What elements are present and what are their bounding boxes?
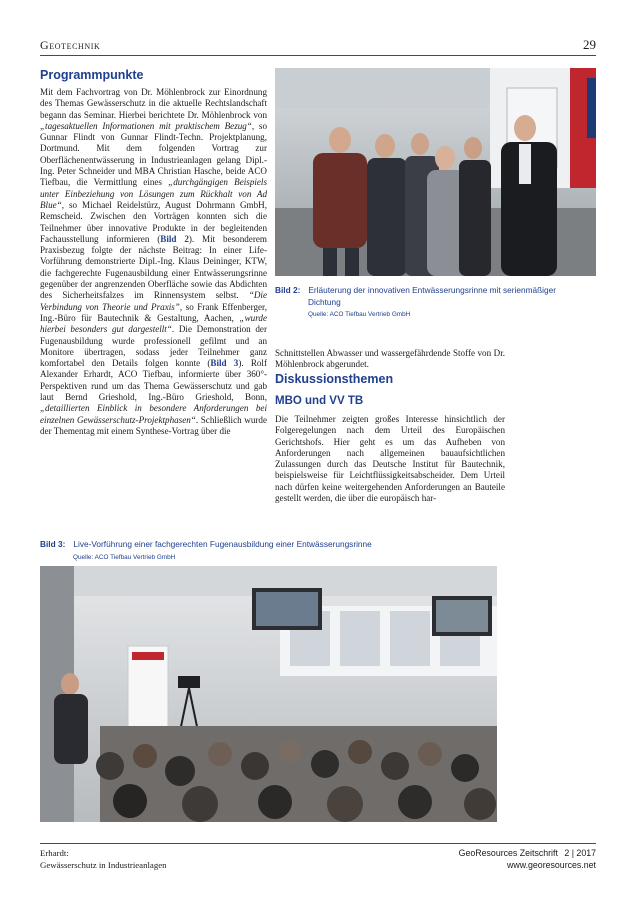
heading-diskussionsthemen-text: Diskussionsthemen: [275, 372, 394, 386]
footer-journal-row: [459, 848, 596, 860]
footer-website[interactable]: www.georesources.net: [507, 859, 596, 870]
figure-3-photo: [40, 566, 497, 822]
figure-2-caption-line2-row: [275, 296, 596, 308]
figure-2-source-row: [275, 307, 596, 320]
figure-2-caption-line2: Dichtung: [308, 296, 341, 307]
seminar-room-illustration: [40, 566, 497, 822]
continuation-paragraph: Schnittstellen Abwasser und wassergefährdende Stoffe von Dr. Möhlenbrock abgerundet.: [275, 348, 505, 370]
section-name: Geotechnik: [40, 38, 101, 52]
heading-programmpunkte: [40, 68, 144, 82]
figure-2-source: Quelle: ACO Tiefbau Vertrieb GmbH: [308, 311, 411, 318]
figure-3-caption-line: Live-Vorführung einer fachgerechten Fugenausbildung einer Entwässerungsrinne: [73, 539, 372, 549]
heading-text: Programmpunkte: [40, 68, 144, 82]
figure-2-caption: [275, 284, 596, 320]
right-column-body: [275, 414, 505, 504]
figure-2-label: Bild 2:: [275, 285, 301, 295]
figure-2-photo: [275, 68, 596, 276]
footer-rule: [40, 843, 596, 844]
footer-author: Erhardt:: [40, 848, 69, 858]
figure-2-caption-text: [275, 284, 596, 296]
footer-issue: 2 | 2017: [564, 848, 596, 858]
figure-3-source-row: [40, 550, 596, 563]
header-rule: [40, 55, 596, 56]
figure-3-label: Bild 3:: [40, 539, 66, 549]
right-column-continuation: [275, 348, 505, 371]
page-number: 29: [583, 37, 596, 52]
exhibition-scene-illustration: [275, 68, 596, 276]
footer-left: [40, 848, 167, 871]
left-column-body: [40, 87, 267, 437]
footer-journal: GeoResources Zeitschrift: [458, 848, 558, 858]
left-column-paragraph: Mit dem Fachvortrag von Dr. Möhlenbrock zur Einordnung des Themas Gewässerschutz in die aktuelle Rechtslandschaft begann das Seminar. Hierbei berichtete Dr. Möhlenbrock von „tagesaktuellen Informationen mit praktischem Bezug“, so Gunnar Flindt von Gunnar Flindt-Techn. Projektplanung, Dortmund. Mit dem folgenden Vortrag zur Oberflächenentwässerung in Industrieanlagen gelang Dipl.-Ing. Peter Schneider und MBA Christian Hasche, beide ACO Tiefbau, die Vermittlung eines „durchgängigen Beispiels unter Einbeziehung von Lösungen zum Rückhalt von Ad Blue“, so Michael Reidelstürz, August Dohrmann GmbH, Remscheid. Zwischen den Vorträgen konnten sich die Teilnehmer über innovative Produkte in der begleitenden Fachausstellung informieren (Bild 2). Mit besonderem Praxisbezug folgte der nächste Beitrag: In einer Life-Vorführung demonstrierte Dipl.-Ing. Klaus Deininger, KTW, die fachgerechte Fugenausbildung einer Entwässerungsrinne gegenüber der angrenzenden Oberfläche sowie das Abdichten des Sicherheitsfalzes im Rinnensystem selbst. “Die Verbindung von Theorie und Praxis”, so Frank Effenberger, Ing.-Büro für Bautechnik & Gestaltung, Aachen, „wurde hierbei besonders gut dargestellt“. Die Demonstration der Fugenausbildung wurde professionell gefilmt und an Monitore übertragen, sodass jeder Teilnehmer ganz komfortabel den Details folgen konnte (Bild 3). Rolf Alexander Erhardt, ACO Tiefbau, informierte über 360°-Perspektiven rund um das Thema Gewässerschutz und gab laut Bernd Grieshold, Ing.-Büro Grieshold, Bonn, „detaillierten Einblick in besondere Anforderungen bei einzelnen Gewässerschutz-Projektphasen“. Schließlich wurde der Thementag mit einem Synthese-Vortrag über die: [40, 87, 267, 436]
figure-3-caption: [40, 538, 596, 563]
figure-3-source: Quelle: ACO Tiefbau Vertrieb GmbH: [73, 553, 176, 561]
footer-right: [459, 848, 596, 871]
heading-diskussionsthemen: [275, 372, 393, 386]
right-column-paragraph: Die Teilnehmer zeigten großes Interesse hinsichtlich der Folgeregelungen nach dem Urteil des Europäischen Gerichtshofs. Hier geht es um das Aufheben von Anforderungen nach allgemeinen bauaufsichtlichen Zulassungen durch das Deutsche Institut für Bautechnik, beispielsweise für Leichtflüssigkeitsabscheider. Dem Urteil nach dürfen keine weitergehenden Anforderungen an Bauteile gestellt werden, die über die europäisch har-: [275, 414, 505, 504]
subheading-mbo-text: MBO und VV TB: [275, 395, 364, 407]
figure-2-caption-line1: Erläuterung der innovativen Entwässerungsrinne mit serienmäßiger: [308, 285, 557, 295]
footer-article-title: Gewässerschutz in Industrieanlagen: [40, 859, 167, 870]
figure-3-caption-text: [40, 538, 596, 550]
subheading-mbo: [275, 395, 363, 407]
